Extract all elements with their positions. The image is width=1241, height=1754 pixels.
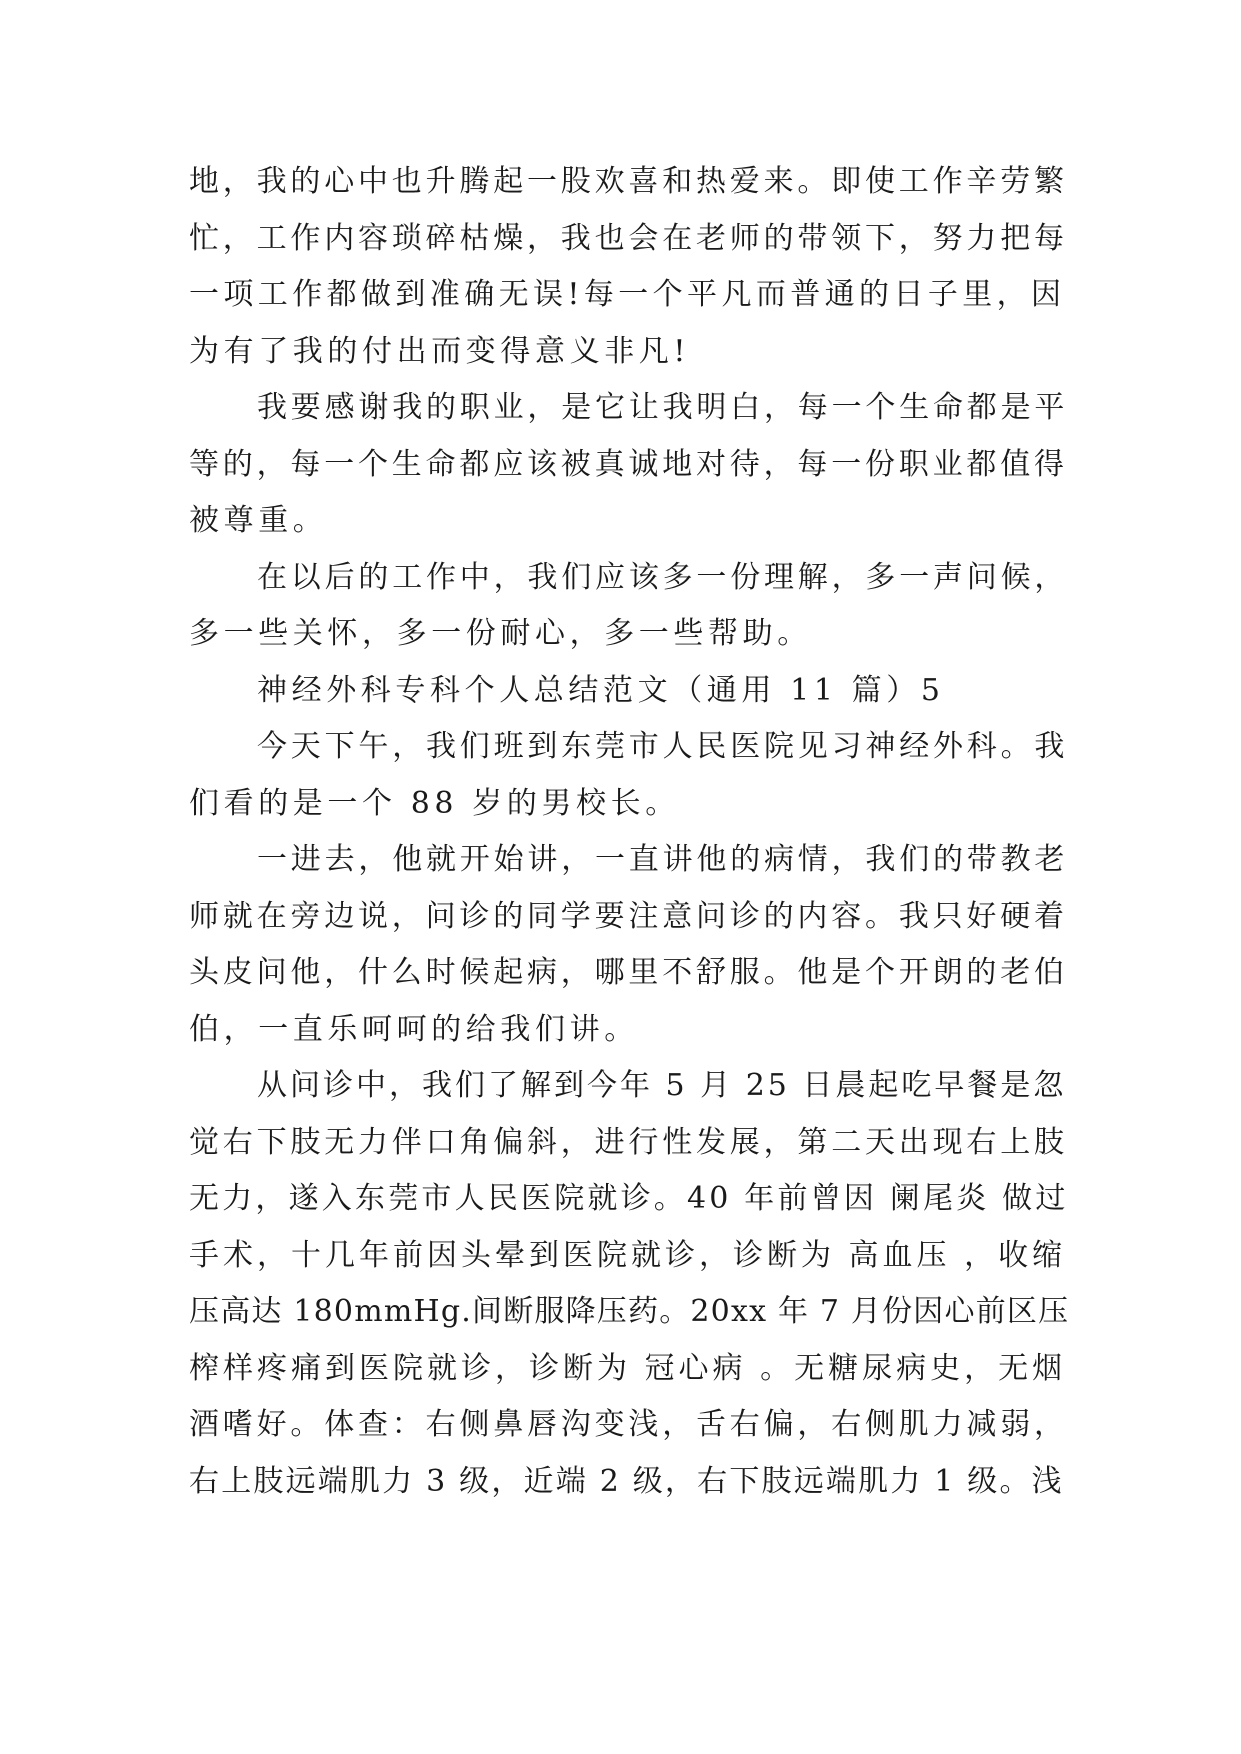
text-line: 右上肢远端肌力 3 级，近端 2 级，右下肢远端肌力 1 级。浅: [189, 1463, 1064, 1499]
text-line: 榨样疼痛到医院就诊，诊断为 冠心病 。无糖尿病史，无烟: [189, 1350, 1067, 1386]
text-line: 地，我的心中也升腾起一股欢喜和热爱来。即使工作辛劳繁: [189, 164, 1068, 199]
text-line: 一进去，他就开始讲，一直讲他的病情，我们的带教老: [257, 842, 1069, 877]
text-line: 酒嗜好。体查：右侧鼻唇沟变浅，舌右偏，右侧肌力减弱，: [189, 1407, 1068, 1442]
text-line: 手术，十几年前因头晕到医院就诊，诊断为 高血压 ，收缩: [189, 1237, 1067, 1273]
text-line: 压高达 180mmHg.间断服降压药。20xx 年 7 月份因心前区压: [189, 1294, 1070, 1329]
text-line: 等的，每一个生命都应该被真诚地对待，每一份职业都值得: [189, 446, 1068, 482]
text-line: 一项工作都做到准确无误!每一个平凡而普通的日子里，因: [189, 277, 1066, 312]
text-line: 今天下午，我们班到东莞市人民医院见习神经外科。我: [257, 729, 1069, 764]
text-line: 伯，一直乐呵呵的给我们讲。: [189, 1011, 639, 1047]
text-line: 无力，遂入东莞市人民医院就诊。40 年前曾因 阑尾炎 做过: [189, 1181, 1069, 1216]
text-line: 被尊重。: [189, 503, 328, 538]
text-line: 多一些关怀，多一份耐心，多一些帮助。: [189, 616, 812, 651]
text-line: 头皮问他，什么时候起病，哪里不舒服。他是个开朗的老伯: [189, 955, 1068, 990]
text-line: 师就在旁边说，问诊的同学要注意问诊的内容。我只好硬着: [189, 898, 1068, 934]
text-line: 在以后的工作中，我们应该多一份理解，多一声问候，: [257, 559, 1069, 595]
text-line: 觉右下肢无力伴口角偏斜，进行性发展，第二天出现右上肢: [189, 1124, 1068, 1160]
text-line: 忙，工作内容琐碎枯燥，我也会在老师的带领下，努力把每: [189, 220, 1068, 256]
text-line: 为有了我的付出而变得意义非凡!: [189, 333, 691, 369]
text-line: 神经外科专科个人总结范文（通用 11 篇）5: [257, 672, 945, 708]
text-line: 们看的是一个 88 岁的男校长。: [189, 785, 680, 821]
document-body: [189, 154, 1069, 1510]
text-line: 从问诊中，我们了解到今年 5 月 25 日晨起吃早餐是忽: [257, 1068, 1067, 1103]
text-line: 我要感谢我的职业，是它让我明白，每一个生命都是平: [257, 390, 1069, 425]
